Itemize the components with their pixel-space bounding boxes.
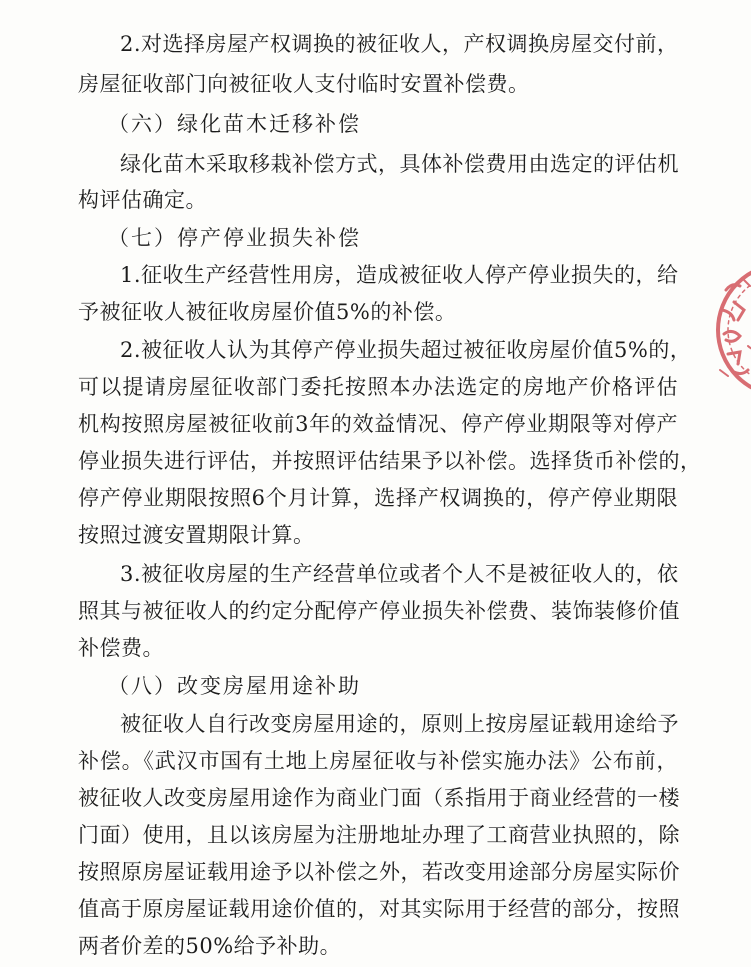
text-line: 门面）使用，且以该房屋为注册地址办理了工商营业执照的，除 bbox=[78, 823, 680, 847]
section-heading: （八）改变房屋用途补助 bbox=[108, 674, 361, 698]
text-line: 2.被征收人认为其停产停业损失超过被征收房屋价值5%的， bbox=[120, 338, 692, 362]
section-heading: （七）停产停业损失补偿 bbox=[108, 226, 361, 250]
section-heading: （六）绿化苗木迁移补偿 bbox=[108, 112, 361, 136]
text-line: 可以提请房屋征收部门委托按照本办法选定的房地产价格评估 bbox=[78, 375, 678, 399]
text-line: 照其与被征收人的约定分配停产停业损失补偿费、装饰装修价值 bbox=[78, 599, 680, 623]
text-line: 按照过渡安置期限计算。 bbox=[78, 523, 315, 547]
text-line: 停业损失进行评估，并按照评估结果予以补偿。选择货币补偿的， bbox=[78, 449, 702, 473]
text-line: 两者价差的50%给予补助。 bbox=[78, 934, 342, 958]
text-line: 予被征收人被征收房屋价值5%的补偿。 bbox=[78, 300, 457, 324]
text-line: 构评估确定。 bbox=[78, 188, 207, 212]
text-line: 停产停业期限按照6个月计算，选择产权调换的，停产停业期限 bbox=[78, 486, 678, 510]
text-line: 补偿。《武汉市国有土地上房屋征收与补偿实施办法》公布前， bbox=[78, 749, 678, 773]
text-line: 3.被征收房屋的生产经营单位或者个人不是被征收人的，依 bbox=[120, 562, 679, 586]
text-line: 房屋征收部门向被征收人支付临时安置补偿费。 bbox=[78, 72, 530, 96]
text-line: 2.对选择房屋产权调换的被征收人，产权调换房屋交付前， bbox=[120, 32, 679, 56]
text-line: 绿化苗木采取移栽补偿方式，具体补偿费用由选定的评估机 bbox=[120, 152, 679, 176]
text-line: 值高于原房屋证载用途价值的，对其实际用于经营的部分，按照 bbox=[78, 897, 680, 921]
text-line: 按照原房屋证载用途予以补偿之外，若改变用途部分房屋实际价 bbox=[78, 860, 680, 884]
text-line: 被征收人自行改变房屋用途的，原则上按房屋证载用途给予 bbox=[120, 712, 679, 736]
official-seal-stamp bbox=[704, 250, 751, 410]
text-line: 1.征收生产经营性用房，造成被征收人停产停业损失的，给 bbox=[120, 263, 679, 287]
text-line: 被征收人改变房屋用途作为商业门面（系指用于商业经营的一楼 bbox=[78, 786, 680, 810]
text-line: 机构按照房屋被征收前3年的效益情况、停产停业期限等对停产 bbox=[78, 412, 678, 436]
text-line: 补偿费。 bbox=[78, 636, 164, 660]
